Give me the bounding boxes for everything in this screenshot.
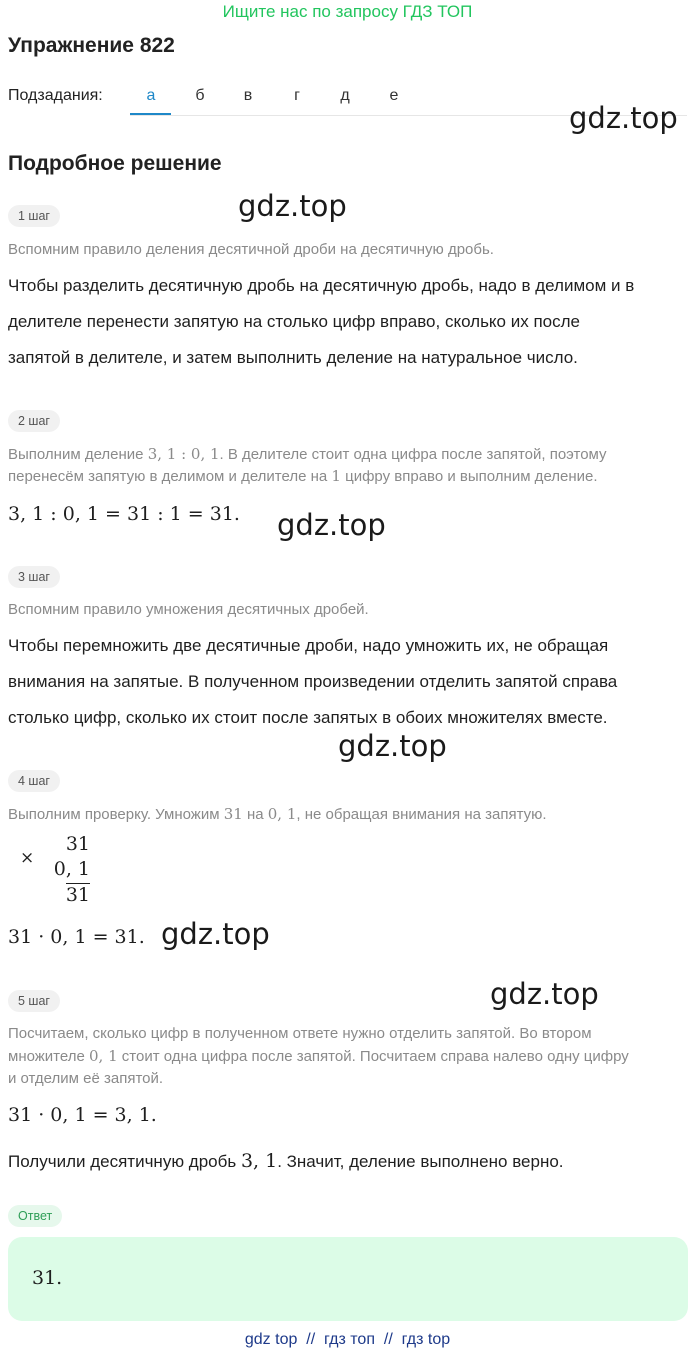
column-middle: 0, 1 bbox=[53, 858, 90, 880]
watermark: gdz.top bbox=[238, 189, 347, 223]
column-top: 31 bbox=[65, 833, 90, 855]
step-badge: 4 шаг bbox=[8, 770, 60, 792]
step-text-line: запятой в делителе, и затем выполнить деление на натуральное число. bbox=[8, 348, 578, 367]
step-hint: Выполним деление 3, 1 : 0, 1. В делителе стоит одна цифра после запятой, поэтому bbox=[8, 445, 607, 463]
step-hint: Выполним проверку. Умножим 31 на 0, 1, не обращая внимания на запятую. bbox=[8, 805, 547, 823]
step-formula: 31 · 0, 1 = 31. bbox=[8, 926, 145, 948]
search-banner: Ищите нас по запросу ГДЗ ТОП bbox=[222, 2, 473, 21]
answer-badge: Ответ bbox=[8, 1205, 62, 1227]
watermark: gdz.top bbox=[490, 977, 599, 1011]
page-title: Упражнение 822 bbox=[8, 34, 175, 57]
step-text-line: Чтобы перемножить две десятичные дроби, надо умножить их, не обращая bbox=[8, 636, 609, 655]
step-formula: 3, 1 : 0, 1 = 31 : 1 = 31. bbox=[8, 503, 240, 525]
step-badge: 1 шаг bbox=[8, 205, 60, 227]
step-badge: 5 шаг bbox=[8, 990, 60, 1012]
step-text-line: Чтобы разделить десятичную дробь на десятичную дробь, надо в делимом и в bbox=[8, 276, 635, 295]
step-hint: Вспомним правило деления десятичной дроби на десятичную дробь. bbox=[8, 241, 494, 258]
step-hint: Вспомним правило умножения десятичных дробей. bbox=[8, 601, 369, 618]
subtask-tab-g[interactable]: г bbox=[294, 87, 300, 104]
step-badge: 3 шаг bbox=[8, 566, 60, 588]
subtask-tab-d[interactable]: д bbox=[340, 87, 350, 104]
watermark: gdz.top bbox=[277, 508, 386, 542]
footer-links: gdz top // гдз топ // гдз top bbox=[244, 1331, 451, 1348]
answer-value: 31. bbox=[32, 1267, 63, 1289]
step-conclusion: Получили десятичную дробь 3, 1. Значит, деление выполнено верно. bbox=[8, 1150, 564, 1172]
watermark: gdz.top bbox=[569, 101, 678, 135]
subtask-tab-v[interactable]: в bbox=[243, 87, 253, 104]
subtask-tab-e[interactable]: е bbox=[389, 87, 399, 104]
step-hint: Посчитаем, сколько цифр в полученном ответе нужно отделить запятой. Во втором bbox=[8, 1025, 592, 1042]
step-hint: множителе 0, 1 стоит одна цифра после запятой. Посчитаем справа налево одну цифру bbox=[8, 1047, 629, 1065]
step-badge: 2 шаг bbox=[8, 410, 60, 432]
step-text-line: внимания на запятые. В полученном произведении отделить запятой справа bbox=[8, 672, 618, 691]
watermark: gdz.top bbox=[161, 917, 270, 951]
subtask-tab-b[interactable]: б bbox=[195, 87, 205, 104]
solution-title: Подробное решение bbox=[8, 152, 222, 175]
step-text-line: столько цифр, сколько их стоит после запятых в обоих множителях вместе. bbox=[8, 708, 608, 727]
subtask-tab-a[interactable]: а bbox=[146, 87, 156, 104]
multiply-sign: × bbox=[20, 848, 35, 868]
answer-box bbox=[8, 1237, 688, 1321]
column-result: 31 bbox=[65, 884, 90, 906]
step-hint: перенесём запятую в делимом и делителе на 1 цифру вправо и выполним деление. bbox=[8, 467, 598, 485]
subtasks-label: Подзадания: bbox=[8, 87, 103, 104]
watermark: gdz.top bbox=[338, 729, 447, 763]
step-text-line: делителе перенести запятую на столько цифр вправо, сколько их после bbox=[8, 312, 580, 331]
step-formula: 31 · 0, 1 = 3, 1. bbox=[8, 1104, 157, 1126]
active-tab-indicator bbox=[130, 113, 171, 115]
step-hint: и отделим её запятой. bbox=[8, 1070, 164, 1087]
